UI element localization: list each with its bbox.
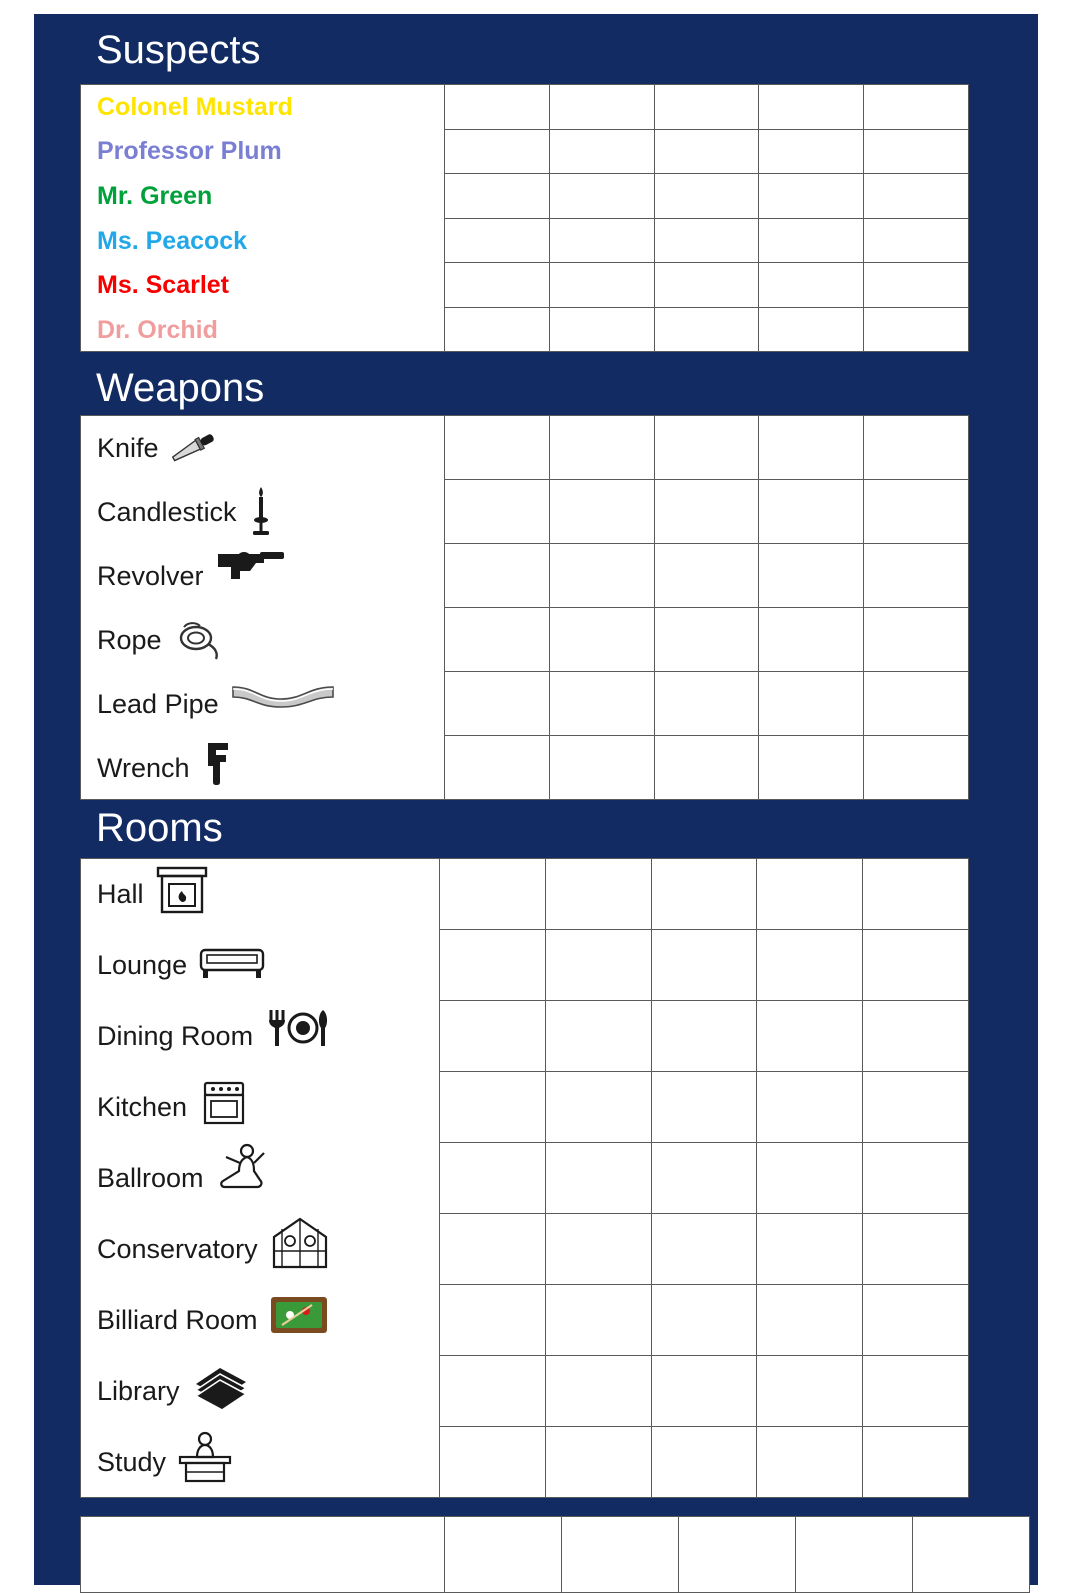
weapons-grid-cell[interactable] (863, 480, 968, 544)
weapons-grid-cell[interactable] (654, 608, 759, 672)
suspects-grid-column (758, 85, 863, 351)
weapons-grid-column (758, 416, 863, 799)
weapon-label: Candlestick (97, 496, 237, 527)
suspect-row[interactable] (81, 85, 444, 130)
suspects-grid-cell[interactable] (654, 85, 759, 130)
rooms-grid-cell[interactable] (756, 1214, 862, 1285)
rooms-grid-cell[interactable] (439, 930, 545, 1001)
weapon-label: Rope (97, 624, 162, 655)
section-title-weapons: Weapons (96, 366, 265, 410)
rooms-grid-cell[interactable] (545, 1285, 651, 1356)
weapons-grid-cell[interactable] (758, 672, 863, 736)
suspects-grid-cell[interactable] (863, 263, 968, 308)
books-icon (190, 1360, 252, 1410)
rooms-grid-cell[interactable] (756, 859, 862, 930)
dancers-icon (214, 1141, 274, 1203)
weapon-label: Revolver (97, 560, 204, 591)
suspects-grid-cell[interactable] (654, 130, 759, 175)
rooms-grid-cell[interactable] (862, 1072, 968, 1143)
rooms-grid-cell[interactable] (756, 1001, 862, 1072)
rooms-grid-cell[interactable] (651, 1214, 757, 1285)
section-title-rooms: Rooms (96, 806, 223, 850)
rooms-grid-cell[interactable] (439, 1356, 545, 1427)
rooms-grid-cell[interactable] (862, 1427, 968, 1497)
page-margin-right (1038, 0, 1080, 1593)
rooms-grid-cell[interactable] (862, 859, 968, 930)
weapons-grid-cell[interactable] (549, 416, 654, 480)
suspects-grid-cell[interactable] (549, 308, 654, 352)
weapon-label: Knife (97, 432, 159, 463)
rooms-grid-cell[interactable] (651, 1285, 757, 1356)
weapon-label: Lead Pipe (97, 688, 219, 719)
suspects-grid-cell[interactable] (863, 219, 968, 264)
rooms-grid-cell[interactable] (545, 859, 651, 930)
weapons-grid-cell[interactable] (654, 416, 759, 480)
suspects-grid-cell[interactable] (758, 219, 863, 264)
weapons-grid-cell[interactable] (654, 544, 759, 608)
rooms-grid-cell[interactable] (651, 1143, 757, 1214)
rooms-grid-cell[interactable] (862, 1356, 968, 1427)
room-label: Library (97, 1376, 180, 1406)
suspects-grid-cell[interactable] (863, 308, 968, 352)
room-row[interactable] (81, 1356, 439, 1427)
rooms-grid-cell[interactable] (545, 930, 651, 1001)
suspects-grid-cell[interactable] (758, 85, 863, 130)
weapons-grid-column (549, 416, 654, 799)
rooms-grid-cell[interactable] (545, 1427, 651, 1497)
weapon-row[interactable] (81, 672, 444, 736)
weapons-grid-cell[interactable] (863, 672, 968, 736)
suspects-grid-cell[interactable] (549, 85, 654, 130)
suspects-grid-cell[interactable] (549, 130, 654, 175)
rooms-checkbox-grid (439, 859, 968, 1497)
suspects-grid-cell[interactable] (549, 174, 654, 219)
rooms-grid-cell[interactable] (545, 1143, 651, 1214)
rope-icon (172, 618, 228, 662)
weapons-grid-cell[interactable] (444, 416, 549, 480)
suspect-label: Dr. Orchid (97, 315, 218, 344)
weapon-row[interactable] (81, 608, 444, 672)
room-label: Lounge (97, 950, 188, 980)
weapons-grid-cell[interactable] (549, 480, 654, 544)
weapons-grid-cell[interactable] (758, 608, 863, 672)
room-row[interactable] (81, 1072, 439, 1143)
rooms-grid-cell[interactable] (651, 1356, 757, 1427)
greenhouse-icon (268, 1215, 332, 1273)
suspects-grid-cell[interactable] (758, 308, 863, 352)
weapons-grid-cell[interactable] (549, 544, 654, 608)
footer-grid-cell[interactable] (561, 1517, 678, 1592)
weapon-label: Wrench (97, 752, 190, 783)
suspects-label-column (81, 85, 444, 351)
stove-icon (197, 1077, 251, 1129)
suspects-grid-cell[interactable] (549, 263, 654, 308)
rooms-grid-cell[interactable] (651, 1072, 757, 1143)
room-row[interactable] (81, 859, 439, 930)
suspects-grid-cell[interactable] (444, 308, 549, 352)
suspect-label: Ms. Scarlet (97, 271, 230, 300)
rooms-grid-cell[interactable] (862, 1285, 968, 1356)
weapons-grid-cell[interactable] (444, 480, 549, 544)
suspect-label: Mr. Green (97, 181, 213, 210)
rooms-grid-cell[interactable] (862, 1001, 968, 1072)
suspect-row[interactable] (81, 174, 444, 219)
room-row[interactable] (81, 1143, 439, 1214)
rooms-grid-cell[interactable] (862, 930, 968, 1001)
suspects-grid-cell[interactable] (549, 219, 654, 264)
weapons-grid-cell[interactable] (758, 480, 863, 544)
suspects-checkbox-grid (444, 85, 968, 351)
weapons-grid-cell[interactable] (444, 736, 549, 799)
rooms-grid-cell[interactable] (756, 930, 862, 1001)
sofa-icon (197, 942, 267, 982)
rooms-grid-column (756, 859, 862, 1497)
rooms-grid-cell[interactable] (439, 859, 545, 930)
weapons-grid-cell[interactable] (444, 608, 549, 672)
weapons-grid-cell[interactable] (549, 608, 654, 672)
rooms-grid-cell[interactable] (545, 1001, 651, 1072)
rooms-grid-column (439, 859, 545, 1497)
weapons-grid-cell[interactable] (758, 736, 863, 799)
suspects-grid-cell[interactable] (654, 174, 759, 219)
wrench-icon (200, 739, 236, 789)
room-label: Study (97, 1447, 167, 1477)
suspect-row[interactable] (81, 130, 444, 175)
suspect-label: Ms. Peacock (97, 226, 248, 255)
suspects-grid-cell[interactable] (444, 219, 549, 264)
weapons-grid-column (863, 416, 968, 799)
suspects-grid-cell[interactable] (654, 263, 759, 308)
weapons-checkbox-grid (444, 416, 968, 799)
rooms-grid-cell[interactable] (862, 1143, 968, 1214)
rooms-grid-cell[interactable] (651, 859, 757, 930)
suspects-grid-cell[interactable] (863, 174, 968, 219)
rooms-grid-cell[interactable] (439, 1143, 545, 1214)
room-label: Billiard Room (97, 1305, 258, 1335)
cutlery-icon (263, 1006, 333, 1056)
rooms-grid-cell[interactable] (439, 1427, 545, 1497)
rooms-grid-cell[interactable] (439, 1214, 545, 1285)
lead-pipe-icon (229, 677, 337, 711)
rooms-grid-cell[interactable] (756, 1356, 862, 1427)
rooms-grid-column (545, 859, 651, 1497)
room-row[interactable] (81, 1001, 439, 1072)
weapons-grid-cell[interactable] (863, 544, 968, 608)
weapon-row[interactable] (81, 480, 444, 544)
rooms-grid-cell[interactable] (651, 1427, 757, 1497)
footer-label-cell[interactable] (81, 1517, 444, 1592)
rooms-grid-cell[interactable] (756, 1072, 862, 1143)
suspects-grid-column (444, 85, 549, 351)
weapons-grid-cell[interactable] (444, 544, 549, 608)
rooms-grid-cell[interactable] (545, 1072, 651, 1143)
fireplace-icon (154, 864, 210, 916)
weapon-row[interactable] (81, 736, 444, 800)
weapons-grid-cell[interactable] (654, 736, 759, 799)
rooms-grid-cell[interactable] (862, 1214, 968, 1285)
desk-icon (176, 1431, 234, 1485)
suspects-grid-cell[interactable] (444, 85, 549, 130)
suspects-grid-cell[interactable] (444, 174, 549, 219)
weapons-grid-cell[interactable] (863, 416, 968, 480)
suspect-row[interactable] (81, 308, 444, 353)
suspects-grid-cell[interactable] (654, 308, 759, 352)
footer-row-strip (80, 1516, 1030, 1593)
candlestick-icon (247, 485, 275, 539)
suspects-grid-cell[interactable] (758, 130, 863, 175)
weapons-grid-column (444, 416, 549, 799)
revolver-icon (214, 544, 288, 590)
rooms-grid-cell[interactable] (756, 1427, 862, 1497)
suspects-grid-cell[interactable] (863, 130, 968, 175)
rooms-block (80, 858, 969, 1498)
suspects-grid-column (549, 85, 654, 351)
suspects-grid-cell[interactable] (444, 263, 549, 308)
weapons-grid-cell[interactable] (654, 672, 759, 736)
suspects-grid-cell[interactable] (863, 85, 968, 130)
room-label: Ballroom (97, 1163, 204, 1193)
suspects-grid-cell[interactable] (654, 219, 759, 264)
suspects-grid-column (654, 85, 759, 351)
weapons-grid-cell[interactable] (654, 480, 759, 544)
weapons-grid-cell[interactable] (758, 416, 863, 480)
weapons-grid-column (654, 416, 759, 799)
suspect-row[interactable] (81, 263, 444, 308)
weapons-grid-cell[interactable] (863, 608, 968, 672)
room-label: Hall (97, 879, 144, 909)
footer-grid-cell[interactable] (912, 1517, 1029, 1592)
room-row[interactable] (81, 1285, 439, 1356)
rooms-grid-cell[interactable] (439, 1285, 545, 1356)
rooms-grid-cell[interactable] (545, 1214, 651, 1285)
weapons-label-column (81, 416, 444, 799)
rooms-grid-cell[interactable] (651, 1001, 757, 1072)
room-label: Dining Room (97, 1021, 254, 1051)
weapons-grid-cell[interactable] (549, 736, 654, 799)
weapon-row[interactable] (81, 416, 444, 480)
rooms-grid-cell[interactable] (756, 1143, 862, 1214)
page-margin-top (0, 0, 1080, 14)
rooms-grid-cell[interactable] (545, 1356, 651, 1427)
footer-grid-cell[interactable] (795, 1517, 912, 1592)
rooms-grid-column (862, 859, 968, 1497)
rooms-grid-cell[interactable] (439, 1001, 545, 1072)
suspects-block (80, 84, 969, 352)
suspects-grid-cell[interactable] (758, 174, 863, 219)
suspects-grid-cell[interactable] (444, 130, 549, 175)
rooms-label-column (81, 859, 439, 1497)
room-row[interactable] (81, 1214, 439, 1285)
rooms-grid-cell[interactable] (756, 1285, 862, 1356)
room-label: Conservatory (97, 1234, 258, 1264)
rooms-grid-column (651, 859, 757, 1497)
suspect-label: Professor Plum (97, 137, 282, 166)
weapons-grid-cell[interactable] (758, 544, 863, 608)
page-margin-left (0, 0, 34, 1593)
weapons-grid-cell[interactable] (863, 736, 968, 799)
knife-icon (169, 431, 219, 465)
suspects-grid-cell[interactable] (758, 263, 863, 308)
weapon-row[interactable] (81, 544, 444, 608)
weapons-grid-cell[interactable] (549, 672, 654, 736)
suspect-label: Colonel Mustard (97, 92, 293, 121)
section-title-suspects: Suspects (96, 28, 261, 72)
rooms-grid-cell[interactable] (651, 930, 757, 1001)
suspect-row[interactable] (81, 219, 444, 264)
billiard-table-icon (268, 1291, 330, 1339)
room-row[interactable] (81, 930, 439, 1001)
room-label: Kitchen (97, 1092, 188, 1122)
suspects-grid-column (863, 85, 968, 351)
footer-grid-cell[interactable] (444, 1517, 561, 1592)
footer-grid-cell[interactable] (678, 1517, 795, 1592)
weapons-block (80, 415, 969, 800)
rooms-grid-cell[interactable] (439, 1072, 545, 1143)
weapons-grid-cell[interactable] (444, 672, 549, 736)
room-row[interactable] (81, 1427, 439, 1498)
